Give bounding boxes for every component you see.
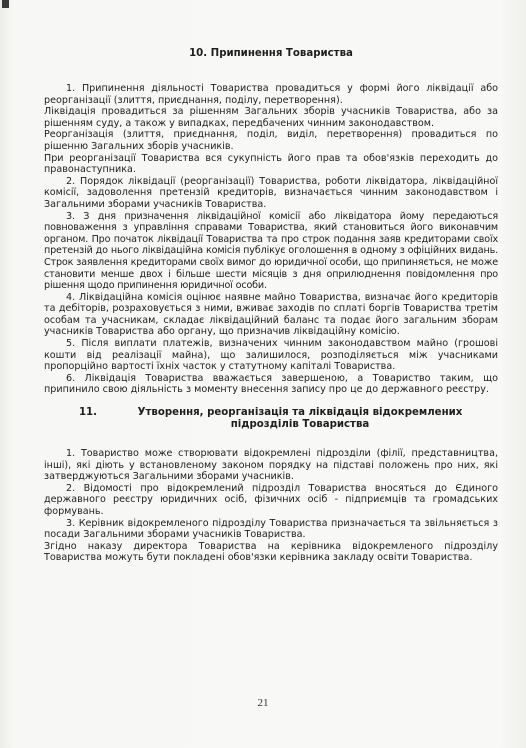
section-10-paragraph: 3. З дня призначення ліквідаційної комісії або ліквідатора йому передаються повноваження з управління справами Товариства, який становиться його виконавчим органом. Про початок ліквідації Товариства та про строк подання заяв кредиторами своїх претензій до нього ліквідаційна комісія публікує оголошення в одному з офіційних видань. Строк заявлення кредиторами своїх вимог до юридичної особи, що припиняється, не може становити менше двох і більше шести місяців з дня оприлюднення повідомлення про рішення щодо припинення юридичної особи.: [44, 210, 498, 292]
section-10-paragraph: При реорганізації Товариства вся сукупність його прав та обов'язків переходить до правонаступника.: [44, 152, 498, 176]
section-11-paragraph: 3. Керівник відокремленого підрозділу Товариства призначається та звільняється з посади Загальними зборами учасників Товариства.: [44, 517, 498, 541]
section-10-paragraph: 6. Ліквідація Товариства вважається завершеною, а Товариство таким, що припинило свою діяльність з моменту внесення запису про це до державного реєстру.: [44, 372, 498, 396]
section-11-heading: [44, 407, 498, 431]
section-11-paragraph: 2. Відомості про відокремлений підрозділ Товариства вносяться до Єдиного державного реєстру юридичних осіб, фізичних осіб - підприємців та громадських формувань.: [44, 482, 498, 517]
page-number: 21: [257, 697, 269, 709]
section-10-paragraph: Реорганізація (злиття, приєднання, поділ, виділ, перетворення) провадиться по рішенню Загальних зборів учасників.: [44, 129, 498, 152]
section-10-paragraph: 2. Порядок ліквідації (реорганізації) Товариства, роботи ліквідатора, ліквідаційної комісії, задоволення претензій кредиторів, визначається чинним законодавством і Загальними зборами учасників Товариства.: [44, 175, 498, 210]
section-11-number: 11.: [78, 407, 98, 419]
scan-corner-mark: [2, 0, 9, 8]
section-10-paragraph: 5. Після виплати платежів, визначених чинним законодавством майно (грошові кошти від реалізації майна), що залишилося, розподіляється між учасниками пропорційно вартості їхніх часток у статутному капіталі Товариства.: [44, 338, 498, 373]
section-11-title: Утворення, реорганізація та ліквідація відокремлених підрозділів Товариства: [137, 407, 463, 431]
section-10-paragraph: 4. Ліквідаційна комісія оцінює наявне майно Товариства, визначає його кредиторів та дебіторів, розраховується з ними, вживає заходів по сплаті боргів Товариства третім особам та учасникам, складає ліквідаційний баланс та подає його загальним зборам учасників Товариства або органу, що призначив ліквідаційну комісію.: [44, 291, 498, 338]
section-10-paragraph: 1. Припинення діяльності Товариства провадиться у формі його ліквідації або реорганізації (злиття, приєднання, поділу, перетворення).: [44, 83, 498, 106]
document-body: [44, 48, 498, 564]
section-10-paragraph: Ліквідація провадиться за рішенням Загальних зборів учасників Товариства, або за рішенням суду, а також у випадках, передбачених чинним законодавством.: [44, 106, 498, 129]
section-11-paragraph: 1. Товариство може створювати відокремлені підрозділи (філії, представництва, інші), які діють у встановленому законом порядку на підставі положень про них, які затверджуються Загальними зборами учасників.: [44, 448, 498, 483]
section-11-paragraph: Згідно наказу директора Товариства на керівника відокремленого підрозділу Товариства можуть бути покладені обов'язки керівника закладу освіти Товариства.: [44, 540, 498, 564]
section-10-title: 10. Припинення Товариства: [189, 48, 353, 59]
